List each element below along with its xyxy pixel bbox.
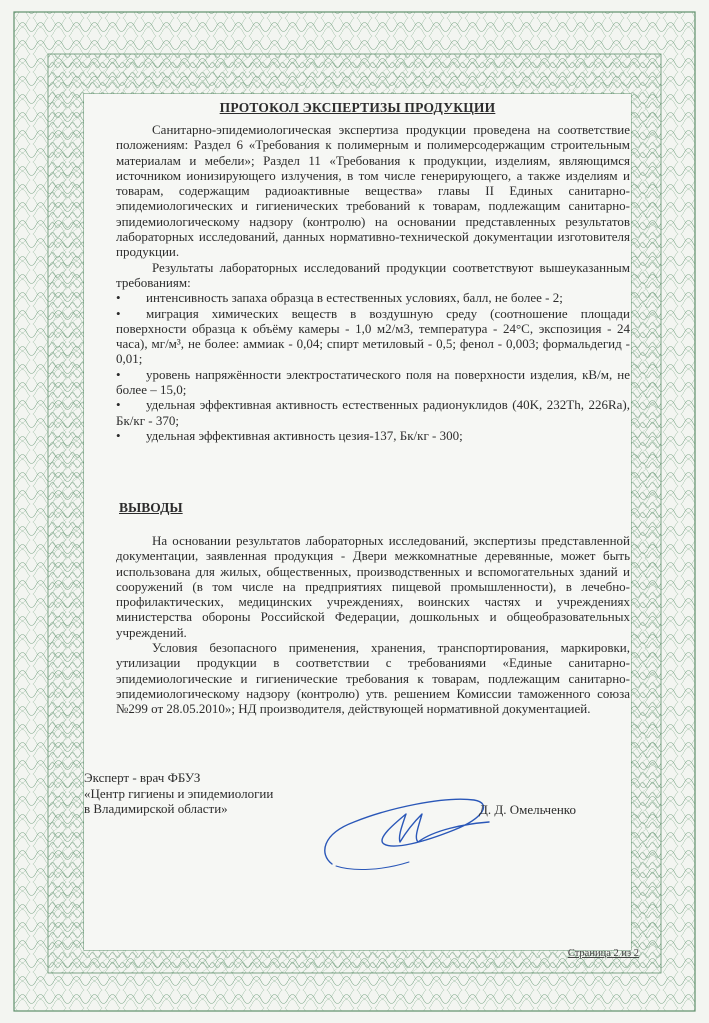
bullet-icon: • (116, 366, 121, 382)
expert-name: Д. Д. Омельченко (479, 802, 576, 817)
list-item: • интенсивность запаха образца в естественных условиях, балл, не более - 2; (116, 290, 563, 306)
expert-line-2: «Центр гигиены и эпидемиологии (84, 785, 274, 801)
bullet-icon: • (116, 305, 121, 321)
document-body (84, 94, 639, 959)
conclusions-block (116, 533, 630, 717)
bullet-icon: • (116, 427, 121, 443)
list-item: • миграция химических веществ в воздушную среду (соотношение площади поверхности образца к объёму камеры - 1,0 м2/м3, температура - 24°C, экспозиция - 24 часа), мг/м³, не более: аммиак - 0,04; спирт метиловый - 0,5; фенол - 0,003; формальдегид - 0,01; (116, 305, 630, 367)
intro-paragraph: Санитарно-эпидемиологическая экспертиза продукции проведена на соответствие положениям: Раздел 6 «Требования к полимерным и полимерсодержащим строительным материалам и мебели»; Раздел 11 «Требования к продукции, изделиям, являющимся источником ионизирующего излучения, в том числе генерирующего, а также изделиям и товарам, содержащим радиоактивные вещества» главы II Единых санитарно-эпидемиологических и гигиенических требований к товарам, подлежащим санитарно-эпидемиологическому надзору (контролю) на основании представленных результатов лабораторных исследований, данных нормативно-технической документации изготовителя продукции. (116, 122, 630, 260)
bullet-icon: • (116, 397, 121, 413)
conclusion-paragraph-2: Условия безопасного применения, хранения, транспортирования, маркировки, утилизации продукции в соответствии с требованиями «Единые санитарно-эпидемиологические и гигиенические требования к товарам, подлежащим санитарно-эпидемиологическому надзору (контролю) утв. решением Комиссии таможенного союза №299 от 28.05.2010»; НД производителя, действующей нормативной документацией. (116, 640, 630, 717)
handwritten-signature (314, 784, 494, 879)
list-item: • удельная эффективная активность цезия-137, Бк/кг - 300; (116, 427, 463, 443)
conclusions-heading: ВЫВОДЫ (119, 500, 183, 515)
conclusion-paragraph-1: На основании результатов лабораторных исследований, экспертизы представленной документации, заявленная продукция - Двери межкомнатные деревянные, может быть использована для жилых, общественных, производственных и вспомогательных зданий и сооружений (в том числе на предприятиях пищевой промышленности), в лечебно-профилактических, медицинских учреждениях, воинских частях и учреждениях министерства обороны Российской Федерации, дошкольных и общеобразовательных учреждений. (116, 533, 630, 640)
results-intro: Результаты лабораторных исследований продукции соответствуют вышеуказанным требованиям: (116, 259, 630, 290)
expert-credentials (84, 770, 273, 817)
document-title: ПРОТОКОЛ ЭКСПЕРТИЗЫ ПРОДУКЦИИ (219, 100, 496, 115)
page-number: Страница 2 из 2 (567, 948, 639, 959)
list-item: • удельная эффективная активность естественных радионуклидов (40K, 232Th, 226Ra), Бк/кг - 370; (116, 397, 630, 428)
intro-block (116, 122, 630, 443)
results-list (116, 290, 630, 443)
expert-line-3: в Владимирской области» (84, 801, 228, 816)
bullet-icon: • (116, 290, 121, 306)
expert-line-1: Эксперт - врач ФБУЗ (84, 770, 201, 785)
list-item: • уровень напряжённости электростатического поля на поверхности изделия, кВ/м, не более – 15,0; (116, 366, 630, 398)
